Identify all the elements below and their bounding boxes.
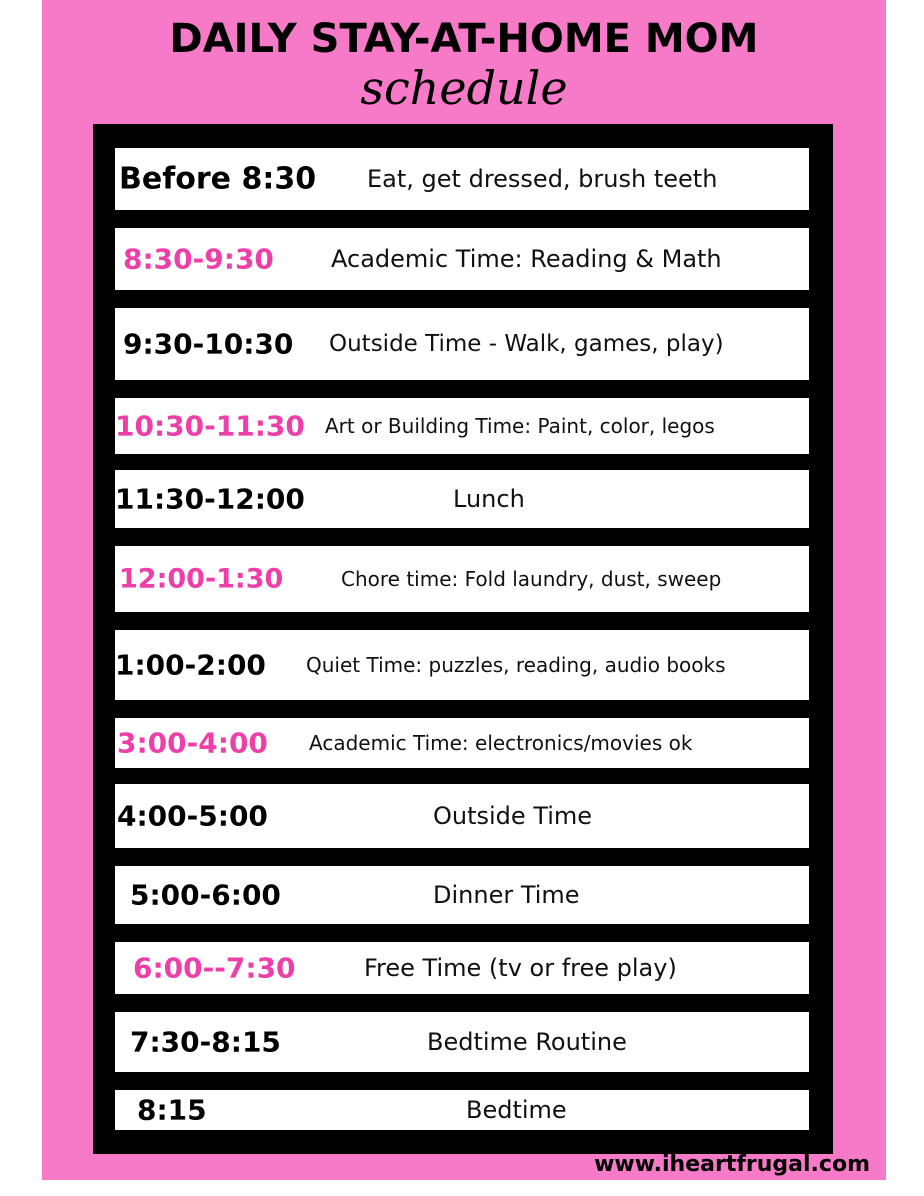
schedule-row: [115, 228, 809, 290]
schedule-row: [115, 398, 809, 454]
row-activity: Outside Time - Walk, games, play): [329, 331, 724, 357]
row-time: 7:30-8:15: [130, 1025, 281, 1059]
row-activity: Dinner Time: [433, 881, 580, 909]
schedule-row: [115, 942, 809, 994]
row-activity: Eat, get dressed, brush teeth: [367, 165, 718, 193]
row-time: 12:00-1:30: [119, 563, 284, 595]
row-time: 10:30-11:30: [115, 409, 305, 443]
row-time: 1:00-2:00: [115, 648, 266, 682]
row-time: 6:00--7:30: [133, 951, 296, 985]
row-time: 3:00-4:00: [117, 726, 268, 760]
schedule-row: [115, 1090, 809, 1130]
row-time: 4:00-5:00: [117, 799, 268, 833]
schedule-row: [115, 308, 809, 380]
schedule-row: [115, 1012, 809, 1072]
page-title: DAILY STAY-AT-HOME MOM: [169, 16, 759, 62]
row-time: 5:00-6:00: [130, 878, 281, 912]
row-activity: Lunch: [453, 485, 525, 513]
row-activity: Academic Time: Reading & Math: [331, 245, 722, 273]
schedule-row: [115, 148, 809, 210]
schedule-row: [115, 866, 809, 924]
row-time: 9:30-10:30: [123, 327, 294, 361]
row-time: 11:30-12:00: [115, 482, 305, 516]
row-activity: Bedtime Routine: [427, 1028, 627, 1056]
row-activity: Outside Time: [433, 802, 593, 830]
page-subtitle: schedule: [360, 61, 568, 115]
website-url: www.iheartfrugal.com: [594, 1152, 870, 1177]
schedule-row: [115, 546, 809, 612]
row-activity: Free Time (tv or free play): [364, 954, 677, 982]
row-activity: Bedtime: [466, 1096, 567, 1124]
row-time: 8:30-9:30: [123, 242, 274, 276]
row-activity: Academic Time: electronics/movies ok: [309, 731, 693, 755]
row-activity: Art or Building Time: Paint, color, legos: [325, 414, 715, 438]
row-activity: Chore time: Fold laundry, dust, sweep: [341, 567, 722, 591]
schedule-row: [115, 470, 809, 528]
row-time: 8:15: [137, 1093, 207, 1127]
schedule-row: [115, 630, 809, 700]
row-activity: Quiet Time: puzzles, reading, audio books: [306, 653, 726, 677]
schedule-row: [115, 784, 809, 848]
row-time: Before 8:30: [119, 161, 317, 197]
schedule-row: [115, 718, 809, 768]
